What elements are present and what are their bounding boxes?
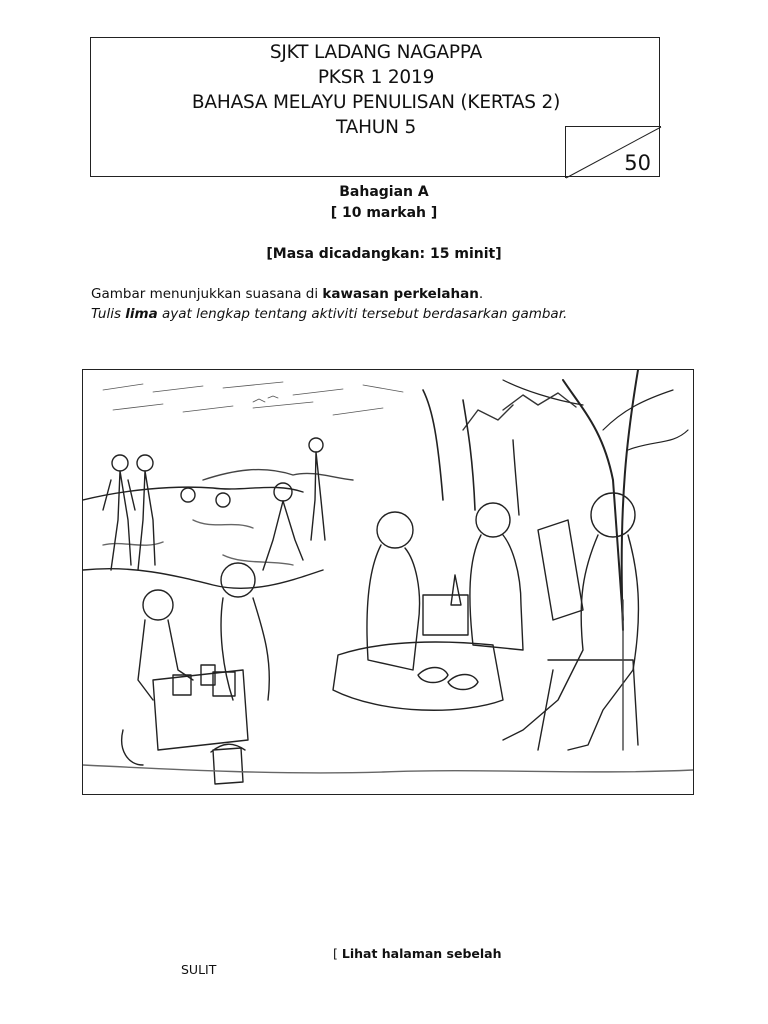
confidential-label: SULIT bbox=[181, 962, 217, 977]
exam-name: PKSR 1 2019 bbox=[317, 67, 435, 88]
instruction-2-prefix: Tulis bbox=[91, 306, 126, 322]
section-marks: [ 10 markah ] bbox=[330, 205, 438, 221]
subject-name: BAHASA MELAYU PENULISAN (KERTAS 2) bbox=[191, 92, 561, 113]
next-page-bracket: [ bbox=[333, 946, 342, 961]
man-reading bbox=[503, 493, 638, 750]
trees bbox=[423, 370, 688, 630]
total-marks: 50 bbox=[624, 151, 651, 175]
section-title: Bahagian A bbox=[339, 184, 429, 200]
ground-line bbox=[83, 765, 693, 773]
instruction-2-bold: lima bbox=[125, 306, 158, 322]
background-scenery bbox=[103, 382, 403, 415]
exam-header-box bbox=[90, 37, 660, 177]
instruction-line-1 bbox=[91, 286, 483, 302]
instruction-1-bold: kawasan perkelahan bbox=[322, 286, 479, 302]
walking-people bbox=[103, 438, 325, 570]
next-page-label: Lihat halaman sebelah bbox=[341, 946, 502, 961]
school-name: SJKT LADANG NAGAPPA bbox=[269, 42, 483, 63]
picnic-scene-drawing bbox=[83, 370, 693, 794]
year-level: TAHUN 5 bbox=[335, 117, 417, 138]
instruction-1-suffix: . bbox=[478, 286, 484, 302]
score-box bbox=[565, 126, 661, 178]
next-page-note bbox=[333, 946, 502, 961]
children-sandcastle bbox=[122, 563, 270, 784]
instruction-1-prefix: Gambar menunjukkan suasana di bbox=[91, 286, 323, 302]
instruction-2-suffix: ayat lengkap tentang aktiviti tersebut berdasarkan gambar. bbox=[157, 306, 568, 322]
women-picnic bbox=[367, 503, 523, 690]
picnic-illustration bbox=[82, 369, 694, 795]
instruction-line-2 bbox=[91, 306, 567, 322]
suggested-time: [Masa dicadangkan: 15 minit] bbox=[266, 246, 502, 262]
